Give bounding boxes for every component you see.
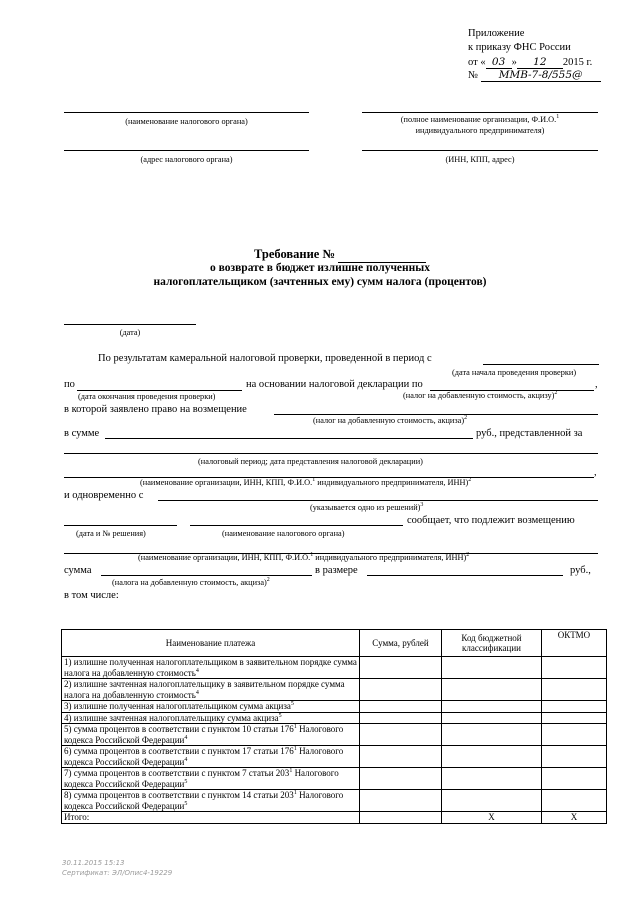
body-intro: По результатам камеральной налоговой проверки, проведенной в период с	[98, 353, 432, 364]
tax-kind-line[interactable]	[101, 575, 312, 576]
decision-date-caption: (дата и № решения)	[76, 529, 146, 538]
refund-tax-caption: (налог на добавленную стоимость, акциза)$^2$	[313, 415, 468, 425]
start-date-line[interactable]	[483, 364, 599, 365]
appendix-month: 12	[517, 56, 563, 69]
authority-caption: (наименование налогового органа)	[222, 529, 345, 538]
payment-name-cell: 7) сумма процентов в соответствии с пунктом 7 статьи $203^1$ Налогового кодекса Российской Федерации$^5$	[62, 768, 360, 790]
print-stamp-cert: Сертификат: ЭЛ/Опис4-19229	[62, 869, 173, 877]
sum-cell[interactable]	[360, 679, 442, 701]
rub-for-label: руб., представленной за	[476, 428, 583, 439]
tax-type-caption: (налог на добавленную стоимость, акцизу)$^2$	[403, 390, 558, 400]
refund-claim-label: в которой заявлено право на возмещение	[64, 404, 247, 415]
org-caption: (наименование организации, ИНН, КПП, Ф.И.О.$^1$ индивидуального предпринимателя, ИНН)$^2$	[140, 477, 472, 487]
header-payment-name: Наименование платежа	[62, 630, 360, 657]
rub-label: руб.,	[570, 565, 591, 576]
taxpayer-name-caption-2: индивидуального предпринимателя)	[415, 126, 545, 135]
reports-label: сообщает, что подлежит возмещению	[407, 515, 575, 526]
refund-tax-line[interactable]	[274, 414, 598, 415]
po-label: по	[64, 379, 75, 390]
period-caption: (налоговый период; дата представления налоговой декларации)	[198, 457, 423, 466]
total-oktmo-cell: X	[542, 812, 607, 824]
payment-name-cell: 3) излишне полученная налогоплательщиком сумма акциза$^5$	[62, 701, 360, 713]
page-title: Требование №	[254, 247, 426, 263]
oktmo-cell[interactable]	[542, 746, 607, 768]
decision-line[interactable]	[158, 500, 598, 501]
comma: ,	[595, 379, 598, 390]
sum-cell[interactable]	[360, 701, 442, 713]
end-date-caption: (дата окончания проведения проверки)	[78, 392, 216, 401]
tax-authority-name-line[interactable]	[64, 112, 309, 113]
size-line[interactable]	[367, 575, 563, 576]
table-row	[62, 712, 607, 724]
oktmo-cell[interactable]	[542, 768, 607, 790]
table-header-row	[62, 630, 607, 657]
amount-line[interactable]	[105, 438, 473, 439]
authority-line[interactable]	[190, 525, 403, 526]
header-oktmo: ОКТМО	[542, 630, 607, 657]
in-size-label: в размере	[315, 565, 358, 576]
table-row	[62, 790, 607, 812]
in-amount-label: в сумме	[64, 428, 100, 439]
oktmo-cell[interactable]	[542, 712, 607, 724]
kbk-cell[interactable]	[442, 724, 542, 746]
date-line[interactable]	[64, 324, 196, 325]
kbk-cell[interactable]	[442, 679, 542, 701]
total-kbk-cell: X	[442, 812, 542, 824]
payment-name-cell: 6) сумма процентов в соответствии с пунктом 17 статьи $176^1$ Налогового кодекса Российской Федерации$^4$	[62, 746, 360, 768]
oktmo-cell[interactable]	[542, 657, 607, 679]
appendix-number-value: ММВ-7-8/555@	[481, 69, 601, 82]
decision-caption: (указывается одно из решений)$^3$	[310, 502, 424, 512]
taxpayer-ids-line[interactable]	[362, 150, 598, 151]
sum-cell[interactable]	[360, 746, 442, 768]
amount-label: сумма	[64, 565, 92, 576]
date-caption: (дата)	[119, 328, 141, 337]
oktmo-cell[interactable]	[542, 701, 607, 713]
sum-cell[interactable]	[360, 657, 442, 679]
oktmo-cell[interactable]	[542, 790, 607, 812]
appendix-day: 03	[486, 56, 512, 69]
tax-kind-caption: (налога на добавленную стоимость, акциза)$^2$	[112, 577, 270, 587]
payment-name-cell: 1) излишне полученная налогоплательщиком в заявительном порядке сумма налога на добавленную стоимость$^4$	[62, 657, 360, 679]
tax-authority-name-caption: (наименование налогового органа)	[125, 117, 248, 126]
sum-cell[interactable]	[360, 712, 442, 724]
sum-cell[interactable]	[360, 768, 442, 790]
kbk-cell[interactable]	[442, 657, 542, 679]
sum-cell[interactable]	[360, 724, 442, 746]
org-caption-2: (наименование организации, ИНН, КПП, Ф.И.О.$^1$ индивидуального предпринимателя, ИНН)$^2$	[138, 552, 470, 562]
kbk-cell[interactable]	[442, 790, 542, 812]
sum-cell[interactable]	[360, 790, 442, 812]
payment-name-cell: 4) излишне зачтенная налогоплательщику сумма акциза$^5$	[62, 712, 360, 724]
taxpayer-ids-caption: (ИНН, КПП, адрес)	[445, 155, 515, 164]
tax-authority-address-line[interactable]	[64, 150, 309, 151]
taxpayer-name-line[interactable]	[362, 112, 598, 113]
requirement-number-field[interactable]	[338, 247, 426, 263]
payment-name-cell: 5) сумма процентов в соответствии с пунктом 10 статьи $176^1$ Налогового кодекса Российской Федерации$^4$	[62, 724, 360, 746]
kbk-cell[interactable]	[442, 701, 542, 713]
title-line-2: о возврате в бюджет излишне полученных	[209, 262, 431, 274]
simultaneously-label: и одновременно с	[64, 490, 144, 501]
payments-table	[61, 629, 607, 824]
total-row	[62, 812, 607, 824]
trailing-comma: ,	[594, 467, 597, 478]
appendix-number: № ММВ-7-8/555@	[468, 69, 601, 82]
total-sum-cell[interactable]	[360, 812, 442, 824]
header-kbk: Код бюджетной классификации	[442, 630, 542, 657]
decision-date-line[interactable]	[64, 525, 177, 526]
oktmo-cell[interactable]	[542, 679, 607, 701]
appendix-title: Приложение	[468, 28, 525, 39]
start-date-caption: (дата начала проведения проверки)	[452, 368, 577, 377]
payment-name-cell: 8) сумма процентов в соответствии с пунктом 14 статьи $203^1$ Налогового кодекса Российской Федерации$^5$	[62, 790, 360, 812]
kbk-cell[interactable]	[442, 768, 542, 790]
table-row	[62, 657, 607, 679]
kbk-cell[interactable]	[442, 746, 542, 768]
including-label: в том числе:	[64, 590, 119, 601]
table-row	[62, 746, 607, 768]
kbk-cell[interactable]	[442, 712, 542, 724]
header-sum: Сумма, рублей	[360, 630, 442, 657]
table-row	[62, 679, 607, 701]
appendix-order: к приказу ФНС России	[468, 42, 571, 53]
table-row	[62, 701, 607, 713]
oktmo-cell[interactable]	[542, 724, 607, 746]
payment-name-cell: 2) излишне зачтенная налогоплательщику в заявительном порядке сумма налога на добавленную стоимость$^4$	[62, 679, 360, 701]
on-basis-label: на основании налоговой декларации по	[246, 379, 423, 390]
print-stamp-date: 30.11.2015 15:13	[62, 859, 125, 867]
title-line-3: налогоплательщиком (зачтенных ему) сумм налога (процентов)	[153, 276, 487, 288]
period-line[interactable]	[64, 453, 598, 454]
appendix-date: от « 03 » 12 2015 г.	[468, 56, 593, 68]
tax-authority-address-caption: (адрес налогового органа)	[140, 155, 233, 164]
total-label-cell: Итого:	[62, 812, 360, 824]
table-row	[62, 724, 607, 746]
taxpayer-name-caption: (полное наименование организации, Ф.И.О.$^1$	[400, 114, 560, 124]
end-date-line[interactable]	[77, 390, 242, 391]
table-row	[62, 768, 607, 790]
